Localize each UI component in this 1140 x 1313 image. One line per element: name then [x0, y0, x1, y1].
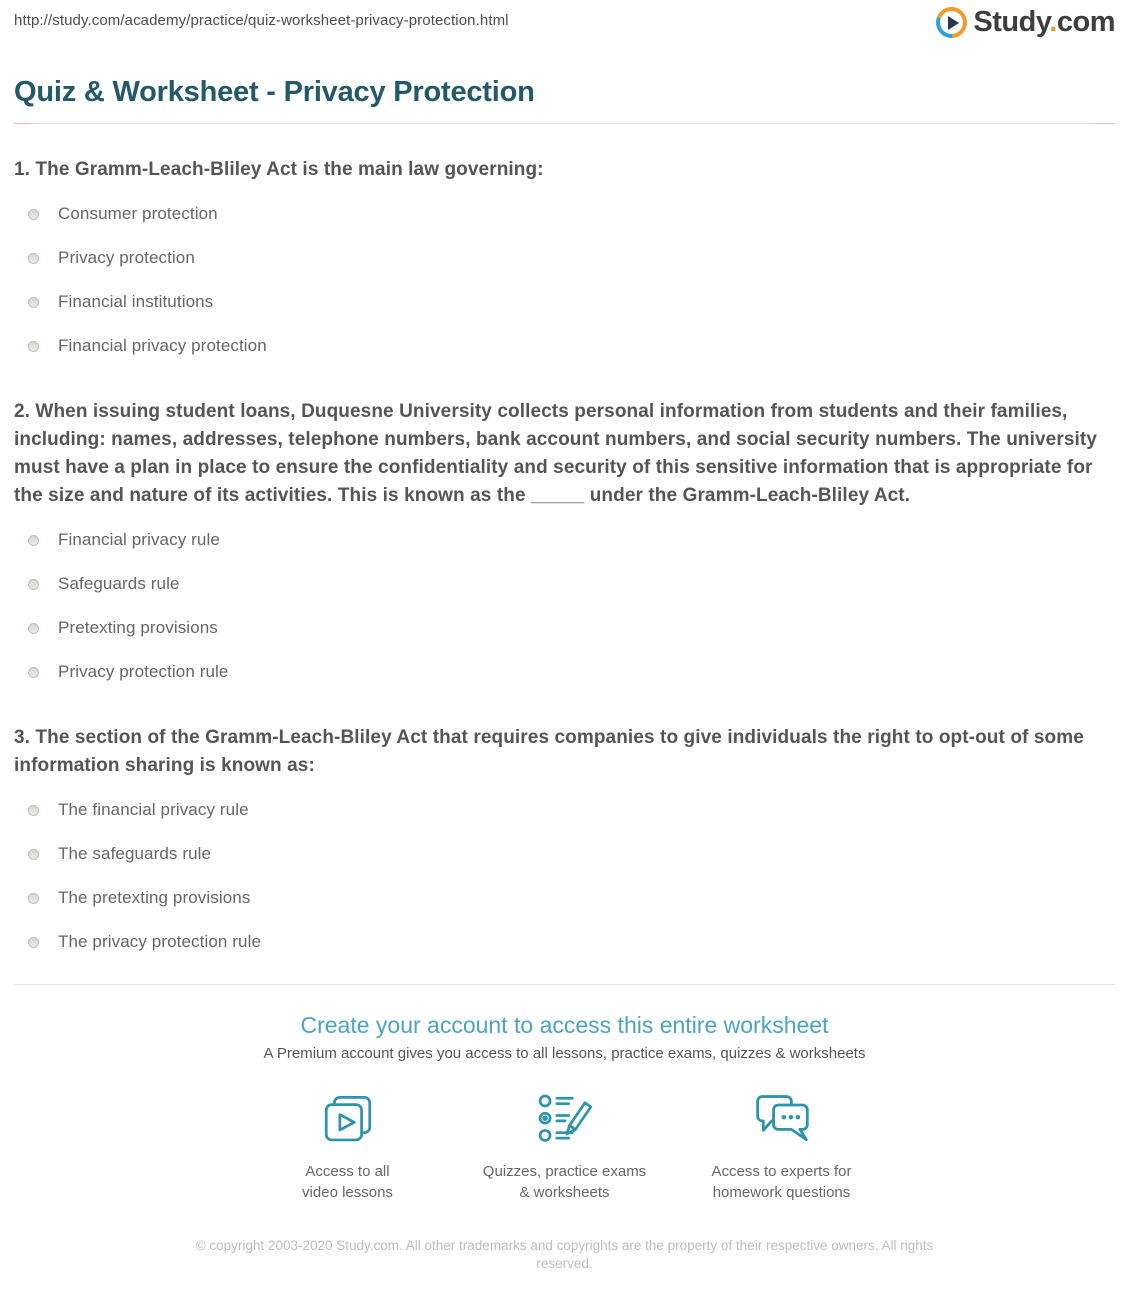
option-label: Privacy protection rule [58, 662, 229, 681]
question-3 [14, 724, 1115, 964]
radio-button[interactable] [28, 623, 39, 634]
option-label: Safeguards rule [58, 574, 180, 593]
section-divider [14, 984, 1115, 985]
feature-caption-line: Access to all [305, 1163, 390, 1180]
radio-button[interactable] [28, 937, 39, 948]
feature-list [14, 1090, 1115, 1203]
question-3-prompt: 3. The section of the Gramm-Leach-Bliley Act that requires companies to give individuals the right to opt-out of some information sharing is known as: [14, 727, 1084, 776]
radio-button[interactable] [28, 849, 39, 860]
option-label: Financial institutions [58, 292, 214, 311]
answer-option[interactable] [14, 832, 1115, 876]
answer-option[interactable] [14, 788, 1115, 832]
logo-text-com: com [1056, 6, 1115, 38]
radio-button[interactable] [28, 579, 39, 590]
option-label: Privacy protection [58, 248, 195, 267]
radio-button[interactable] [28, 805, 39, 816]
feature-video-lessons [239, 1090, 456, 1203]
video-lessons-icon [319, 1090, 377, 1150]
logo-text-study: Study [973, 6, 1050, 38]
radio-button[interactable] [28, 667, 39, 678]
option-label: Pretexting provisions [58, 618, 218, 637]
chat-experts-icon [752, 1090, 812, 1150]
answer-option[interactable] [14, 562, 1115, 606]
radio-button[interactable] [28, 253, 39, 264]
feature-caption-line: Access to experts for [711, 1163, 852, 1180]
play-triangle-icon [948, 16, 959, 30]
question-2-options [14, 518, 1115, 694]
logo-text-dot: . [1049, 6, 1057, 38]
option-label: The safeguards rule [58, 844, 212, 863]
signup-banner [14, 1011, 1115, 1203]
play-circle-icon [936, 7, 967, 38]
logo-wordmark [973, 6, 1115, 39]
question-2-prompt: 2. When issuing student loans, Duquesne University collects personal information from students and their families, including: names, addresses, telephone numbers, bank account numbers, and social security numbers. The university must have a plan in place to ensure the confidentiality and security of this sensitive information that is appropriate for the size and nature of its activities. This is known as the _____ under the Gramm-Leach-Bliley Act. [14, 401, 1097, 506]
answer-option[interactable] [14, 518, 1115, 562]
title-divider [14, 123, 1115, 124]
answer-option[interactable] [14, 650, 1115, 694]
page-header [14, 0, 1115, 50]
radio-button[interactable] [28, 893, 39, 904]
feature-caption [239, 1161, 456, 1203]
option-label: The pretexting provisions [58, 888, 251, 907]
answer-option[interactable] [14, 606, 1115, 650]
feature-caption-line: homework questions [712, 1184, 851, 1201]
question-3-options [14, 788, 1115, 964]
premium-subtext: A Premium account gives you access to all lessons, practice exams, quizzes & worksheets [263, 1045, 866, 1062]
answer-option[interactable] [14, 280, 1115, 324]
option-label: Financial privacy rule [58, 530, 220, 549]
feature-caption-line: video lessons [302, 1184, 393, 1201]
quizzes-worksheets-icon [536, 1090, 594, 1150]
page-title: Quiz & Worksheet - Privacy Protection [14, 76, 535, 108]
answer-option[interactable] [14, 324, 1115, 368]
question-1-prompt: 1. The Gramm-Leach-Bliley Act is the main law governing: [14, 159, 544, 180]
option-label: The privacy protection rule [58, 932, 262, 951]
question-2 [14, 398, 1115, 694]
question-1-options [14, 192, 1115, 368]
feature-caption [456, 1161, 673, 1203]
answer-option[interactable] [14, 876, 1115, 920]
answer-option[interactable] [14, 236, 1115, 280]
feature-expert-help [673, 1090, 890, 1203]
answer-option[interactable] [14, 920, 1115, 964]
copyright-text: © copyright 2003-2020 Study.com. All other trademarks and copyrights are the property of their respective owners. All rights reserved. [195, 1238, 934, 1271]
question-1 [14, 156, 1115, 368]
feature-caption-line: & worksheets [519, 1184, 610, 1201]
radio-button[interactable] [28, 341, 39, 352]
answer-option[interactable] [14, 192, 1115, 236]
radio-button[interactable] [28, 535, 39, 546]
page-footer [14, 1237, 1115, 1273]
page-url: http://study.com/academy/practice/quiz-worksheet-privacy-protection.html [14, 12, 509, 29]
feature-caption [673, 1161, 890, 1203]
option-label: Consumer protection [58, 204, 218, 223]
studycom-logo[interactable] [936, 6, 1115, 39]
radio-button[interactable] [28, 297, 39, 308]
option-label: The financial privacy rule [58, 800, 249, 819]
create-account-link[interactable]: Create your account to access this entire worksheet [300, 1012, 829, 1038]
option-label: Financial privacy protection [58, 336, 267, 355]
feature-quizzes-worksheets [456, 1090, 673, 1203]
feature-caption-line: Quizzes, practice exams [482, 1163, 647, 1180]
radio-button[interactable] [28, 209, 39, 220]
